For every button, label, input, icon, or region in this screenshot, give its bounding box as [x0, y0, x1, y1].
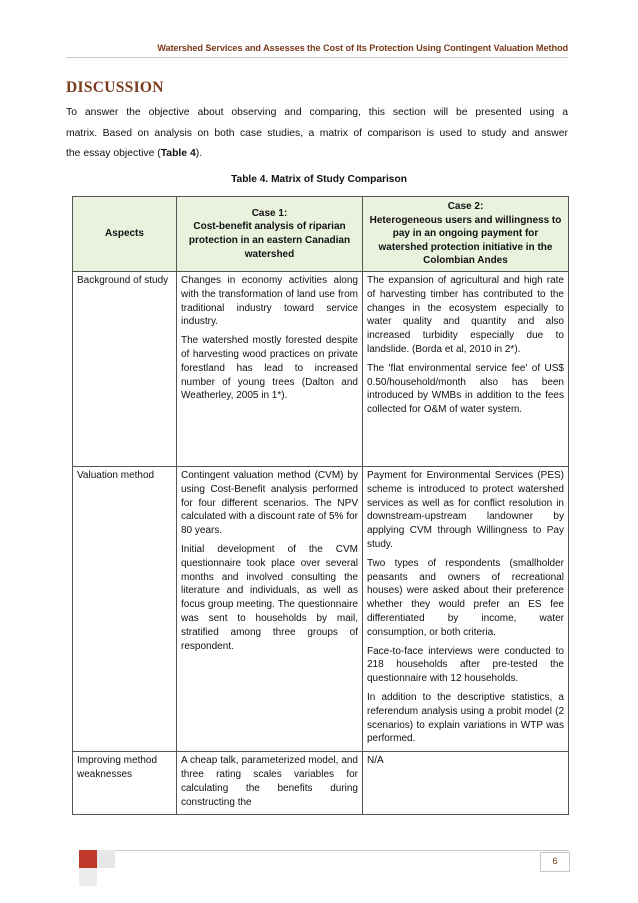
aspect-cell — [73, 466, 177, 751]
intro-line: To answer the objective about observing and comparing, this section will be presented using a — [66, 107, 568, 118]
footer-decoration-red — [79, 850, 97, 868]
case1-cell — [177, 752, 363, 815]
comparison-matrix — [72, 196, 569, 815]
case2-cell — [363, 466, 569, 751]
cell-paragraph: The 'flat environmental service fee' of US$ 0.50/household/month also has been introduced by WMBs in addition to the fees collected for O&M of water system. — [367, 362, 564, 416]
case1-cell — [177, 271, 363, 466]
cell-paragraph: N/A — [367, 755, 384, 767]
aspect-label: Background of study — [77, 274, 169, 286]
aspect-label: Improving method weaknesses — [77, 755, 158, 780]
aspect-cell — [73, 271, 177, 466]
cell-paragraph: A cheap talk, parameterized model, and three rating scales variables for calculating the benefits during constructing the — [181, 755, 358, 808]
aspect-label: Valuation method — [77, 469, 155, 481]
header-case2 — [363, 197, 569, 272]
cell-paragraph: Initial development of the CVM questionnaire took place over several months and involved consulting the literature and individuals, as well as focus group meeting. The questionnaire was sent to households by mail, stratified among three groups of respondent. — [181, 543, 358, 652]
running-header: Watershed Services and Assesses the Cost of Its Protection Using Contingent Valuation Method — [157, 43, 568, 53]
table-caption: Table 4. Matrix of Study Comparison — [231, 174, 407, 185]
cell-paragraph: Changes in economy activities along with the transformation of land use from traditional industry toward service industry. — [181, 274, 358, 328]
table-row — [73, 466, 569, 751]
page-number: 6 — [540, 852, 570, 872]
header-divider — [66, 57, 568, 58]
case2-label: Case 2: — [447, 201, 484, 212]
intro-line — [66, 144, 568, 165]
header-aspects: Aspects — [73, 197, 177, 272]
footer-decoration-grey — [79, 868, 97, 886]
intro-text: ). — [195, 148, 203, 159]
header-case1 — [177, 197, 363, 272]
case1-cell — [177, 466, 363, 751]
case2-cell — [363, 271, 569, 466]
case1-label: Case 1: — [251, 207, 288, 219]
cell-paragraph: The expansion of agricultural and high rate of harvesting timber has contributed to the changes in the ecosystem especially to water quality and quantity and also increased turbidity especially due to landslide. (Borda et al, 2010 in 2*). — [367, 274, 564, 355]
case2-title: Heterogeneous users and willingness to pay in an ongoing payment for watershed protection initiative in the Colombian Andes — [369, 214, 562, 267]
footer-divider — [79, 850, 569, 851]
section-heading: DISCUSSION — [66, 79, 164, 96]
cell-paragraph: Payment for Environmental Services (PES) scheme is introduced to protect watershed services as well as for conflict resolution in downstream-upstream landowner by applying CVM through Willingness to Pay study. — [367, 469, 564, 550]
cell-paragraph: The watershed mostly forested despite of harvesting wood practices on private forestland has lead to increased number of young trees (Dalton and Weatherley, 2005 in 1*). — [181, 335, 358, 402]
case2-cell — [363, 752, 569, 815]
table-row — [73, 271, 569, 466]
intro-text: the essay objective ( — [66, 148, 161, 159]
cell-paragraph: Contingent valuation method (CVM) by using Cost-Benefit analysis performed for four different scenarios. The NPV calculated with a discount rate of 5% for 80 years. — [181, 469, 358, 537]
intro-line: matrix. Based on analysis on both case studies, a matrix of comparison is used to study and answer — [66, 127, 568, 139]
cell-paragraph: In addition to the descriptive statistics, a referendum analysis using a probit model (2 scenarios) to explain variations in WTP was performed. — [367, 691, 564, 745]
table-reference: Table 4 — [160, 148, 196, 159]
intro-paragraph — [66, 103, 568, 165]
table-header-row — [73, 197, 569, 272]
table-row — [73, 752, 569, 815]
aspect-cell — [73, 752, 177, 815]
footer-decoration-grey — [97, 850, 115, 868]
case1-title: Cost-benefit analysis of riparian protection in an eastern Canadian watershed — [188, 221, 351, 260]
cell-paragraph: Face-to-face interviews were conducted to 218 households after pre-tested the questionnaire with 12 households. — [367, 645, 564, 685]
cell-paragraph: Two types of respondents (smallholder peasants and owners of recreational houses) were asked about their preference whether they would prefer an ES fee differentiated by income, water consumption, or both criteria. — [367, 557, 564, 638]
